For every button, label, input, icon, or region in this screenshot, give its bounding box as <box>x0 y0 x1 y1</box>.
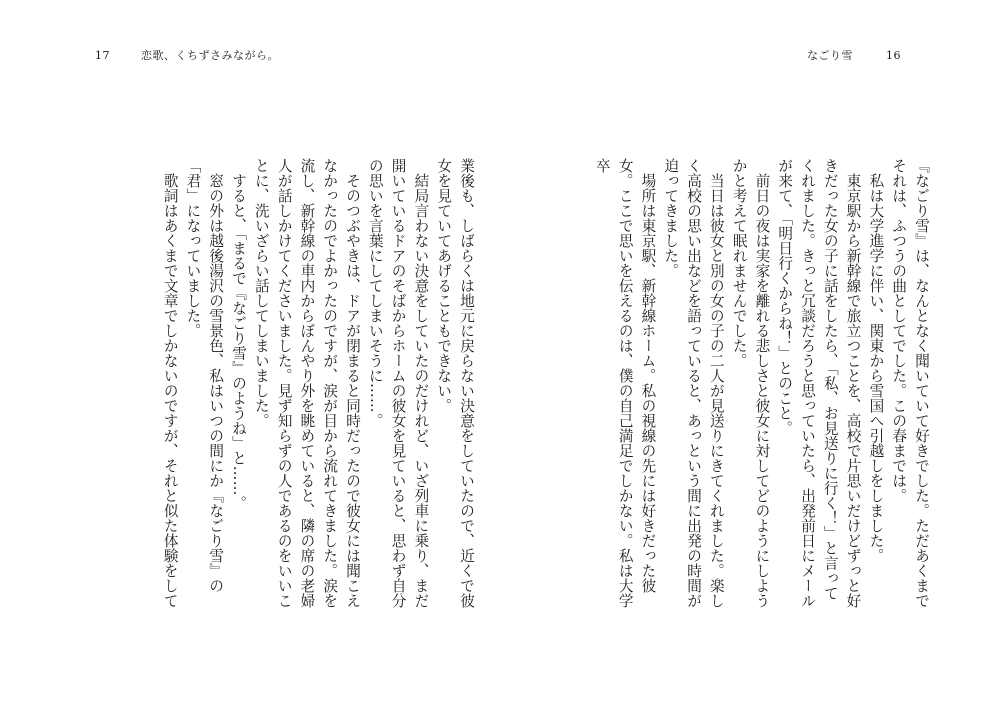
right-page-number: 16 <box>886 49 901 62</box>
left-page-number: 17 <box>95 49 110 62</box>
right-running-title: なごり雪 <box>807 49 853 62</box>
left-page-body <box>57 158 477 608</box>
paragraph: そのつぶやきは、ドアが閉まると同時だったので彼女には聞こえなかったのでよかったのですが、涙が目から流れてきました。涙を流し、新幹線の車内からぼんやり外を眺めていると、隣の席の老婦人が話しかけてくださいました。見ず知らずの人であるのをいいことに、洗いざらい話してしまいました。 <box>252 158 362 608</box>
right-page-body <box>542 158 932 608</box>
paragraph: 業後も、しばらくは地元に戻らない決意をしていたので、近くで彼女を見ていてあげることもできない。 <box>435 158 475 608</box>
paragraph: 前日の夜は実家を離れる悲しさと彼女に対してどのようにしようかと考えて眠れませんでした。 <box>730 158 771 608</box>
paragraph: 歌詞はあくまで文章でしかないのですが、それと似た体験をして <box>161 172 179 608</box>
paragraph: 場所は東京駅、新幹線ホーム。私の視線の先には好きだった彼女。ここで思いを伝えるのは、僕の自己満足でしかない。私は大学卒 <box>593 158 657 608</box>
paragraph: 『なごり雪』は、なんとなく聞いていて好きでした。ただあくまでそれは、ふつうの曲としてでした。この春までは。 <box>890 158 930 608</box>
paragraph: 私は大学進学に伴い、関東から雪国へ引越しをしました。 <box>867 172 885 563</box>
paragraph: 窓の外は越後湯沢の雪景色、私はいつの間にか『なごり雪』の「君」になっていました。 <box>184 158 225 593</box>
paragraph: 東京駅から新幹線で旅立つことを、高校で片思いだけどずっと好きだった女の子に話をしたら、「私、お見送りに行く！」と言ってくれました。きっと冗談だろうと思っていたら、出発前日にメールが来て、「明日行くからね！」とのこと。 <box>776 158 862 608</box>
paragraph: 当日は彼女と別の女の子の二人が見送りにきてくれました。楽しく高校の思い出などを語っていると、あっという間に出発の時間が迫ってきました。 <box>662 158 725 608</box>
paragraph: すると、「まるで『なごり雪』のようね」と……。 <box>230 172 248 511</box>
left-running-title: 恋歌、くちずさみながら。 <box>141 49 279 62</box>
paragraph: 結局言わない決意をしていたのだけれど、いざ列車に乗り、まだ開いているドアのそばからホームの彼女を見ていると、思わず自分の思いを言葉にしてしまいそうに……。 <box>366 158 430 608</box>
